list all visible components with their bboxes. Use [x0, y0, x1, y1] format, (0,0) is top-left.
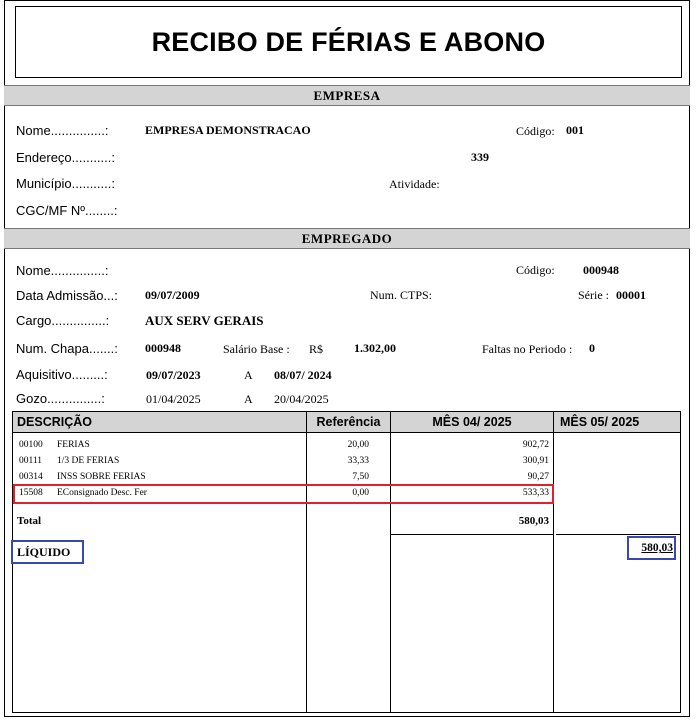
salario-currency: R$	[309, 342, 324, 356]
row-ref: 7,50	[352, 472, 369, 482]
aquisitivo-end: 08/07/ 2024	[274, 368, 332, 382]
cargo-value: AUX SERV GERAIS	[145, 313, 264, 328]
empresa-endereco-number: 339	[471, 150, 489, 164]
total-underline-mes2	[556, 534, 680, 535]
col-header-referencia: Referência	[307, 412, 390, 432]
row-desc: INSS SOBRE FERIAS	[57, 472, 146, 482]
row-desc: 1/3 DE FERIAS	[57, 456, 120, 466]
gozo-label: Gozo...............:	[16, 391, 105, 406]
title-box	[15, 6, 682, 78]
liquido-value: 580,03	[641, 542, 673, 554]
gozo-separator: A	[244, 392, 253, 406]
empregado-codigo-value: 000948	[583, 263, 619, 277]
highlight-consignado-row	[13, 484, 554, 504]
section-header-empregado: EMPREGADO	[4, 228, 690, 249]
empresa-codigo-label: Código:	[516, 124, 555, 138]
empresa-cgc-label: CGC/MF Nº........:	[16, 203, 118, 218]
chapa-label: Num. Chapa.......:	[16, 341, 118, 356]
empresa-nome-value: EMPRESA DEMONSTRACAO	[145, 123, 311, 137]
admissao-label: Data Admissão...:	[16, 288, 118, 303]
row-code: 00314	[19, 472, 43, 482]
row-ref: 33,33	[347, 456, 369, 466]
row-ref: 0,00	[352, 488, 369, 498]
empregado-nome-label: Nome...............:	[16, 263, 109, 278]
salario-label: Salário Base :	[223, 342, 290, 356]
total-underline-mes1	[390, 534, 553, 535]
total-label: Total	[17, 515, 42, 527]
row-code: 00111	[19, 456, 43, 466]
row-desc: EConsignado Desc. Fer	[57, 488, 147, 498]
row-mes1: 300,91	[522, 456, 549, 466]
col-header-mes1: MÊS 04/ 2025	[391, 412, 553, 432]
section-header-empresa: EMPRESA	[4, 85, 690, 106]
empresa-nome-label: Nome...............:	[16, 123, 109, 138]
total-value: 580,03	[518, 515, 549, 527]
liquido-label: LÍQUIDO	[17, 545, 71, 559]
chapa-value: 000948	[145, 341, 181, 355]
empresa-codigo-value: 001	[566, 123, 584, 137]
aquisitivo-start: 09/07/2023	[146, 368, 201, 382]
row-mes1: 533,33	[522, 488, 549, 498]
serie-label: Série :	[578, 288, 609, 302]
cargo-label: Cargo...............:	[16, 313, 110, 328]
aquisitivo-separator: A	[244, 368, 253, 382]
col-header-mes2: MÊS 05/ 2025	[554, 412, 680, 432]
row-code: 00100	[19, 440, 43, 450]
salario-value: 1.302,00	[354, 341, 396, 355]
empresa-municipio-label: Município...........:	[16, 176, 115, 191]
faltas-value: 0	[589, 341, 595, 355]
gozo-end: 20/04/2025	[274, 392, 329, 406]
empresa-atividade-label: Atividade:	[389, 177, 440, 191]
aquisitivo-label: Aquisitivo.........:	[16, 367, 108, 382]
header-divider	[12, 432, 681, 433]
row-mes1: 90,27	[527, 472, 549, 482]
page-title: RECIBO DE FÉRIAS E ABONO	[151, 26, 546, 57]
faltas-label: Faltas no Periodo :	[482, 342, 573, 356]
empregado-codigo-label: Código:	[516, 263, 555, 277]
row-mes1: 902,72	[522, 440, 549, 450]
col-header-descricao: DESCRIÇÃO	[13, 412, 306, 432]
col-divider-3	[553, 411, 554, 713]
col-divider-2	[390, 411, 391, 713]
row-desc: FERIAS	[57, 440, 90, 450]
ctps-label: Num. CTPS:	[370, 288, 433, 302]
gozo-start: 01/04/2025	[146, 392, 201, 406]
col-divider-1	[306, 411, 307, 713]
empresa-endereco-label: Endereço...........:	[16, 150, 115, 165]
admissao-value: 09/07/2009	[145, 288, 200, 302]
row-ref: 20,00	[347, 440, 369, 450]
row-code: 15508	[19, 488, 43, 498]
serie-value: 00001	[616, 288, 646, 302]
